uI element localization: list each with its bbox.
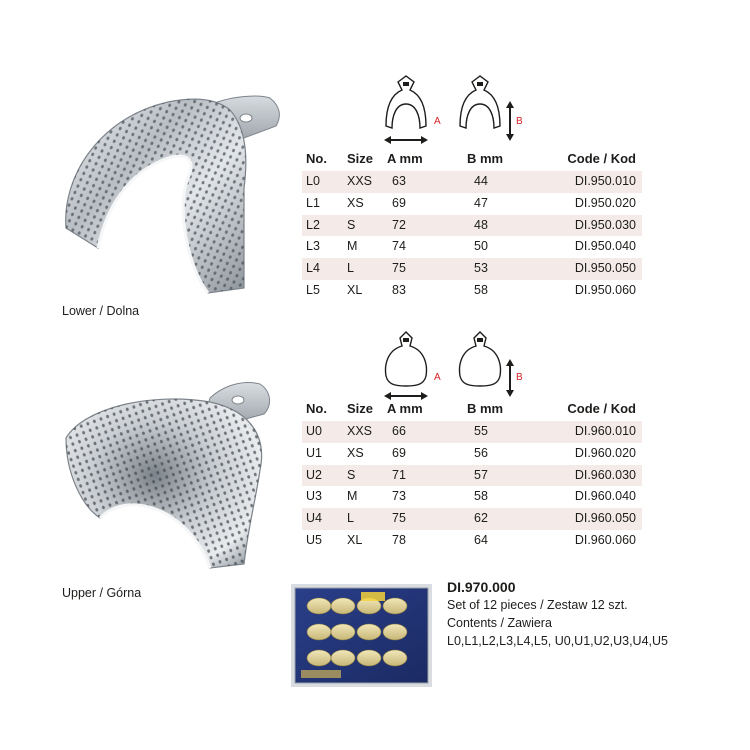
cell-size: XL — [347, 282, 363, 297]
table-row — [302, 280, 642, 302]
cell-a: 74 — [392, 239, 406, 254]
cell-no: U2 — [306, 467, 322, 482]
cell-size: XS — [347, 195, 364, 210]
cell-size: L — [347, 511, 354, 526]
lower-tray-caption: Lower / Dolna — [62, 304, 140, 318]
header-a-mm: A mm — [387, 401, 423, 416]
cell-b: 62 — [474, 511, 488, 526]
cell-a: 72 — [392, 217, 406, 232]
upper-size-table — [302, 397, 642, 552]
cell-no: L2 — [306, 217, 320, 232]
cell-no: U5 — [306, 532, 322, 547]
cell-code: DI.960.020 — [574, 445, 636, 460]
cell-no: U4 — [306, 511, 322, 526]
cell-no: U0 — [306, 424, 322, 438]
table-row — [302, 236, 642, 258]
cell-a: 63 — [392, 174, 406, 188]
cell-code: DI.950.010 — [574, 174, 636, 188]
cell-size: XXS — [347, 424, 373, 438]
cell-size: XS — [347, 445, 364, 460]
cell-code: DI.960.060 — [574, 532, 636, 547]
cell-no: U3 — [306, 489, 322, 504]
table-row — [302, 443, 642, 465]
cell-code: DI.950.040 — [574, 239, 636, 254]
header-size: Size — [347, 151, 374, 166]
header-size: Size — [347, 401, 374, 416]
cell-a: 69 — [392, 445, 406, 460]
header-no: No. — [306, 151, 327, 166]
header-b-mm: B mm — [467, 401, 504, 416]
cell-size: L — [347, 261, 354, 276]
cell-b: 48 — [474, 217, 488, 232]
upper-label-a: A — [434, 372, 441, 383]
cell-a: 66 — [392, 424, 406, 438]
cell-size: M — [347, 489, 358, 504]
table-row — [302, 421, 642, 443]
table-row — [302, 193, 642, 215]
cell-size: XL — [347, 532, 363, 547]
cell-b: 56 — [474, 445, 488, 460]
table-row — [302, 486, 642, 508]
table-row — [302, 508, 642, 530]
lower-table-header — [302, 147, 642, 171]
cell-a: 75 — [392, 261, 406, 276]
cell-code: DI.950.020 — [574, 195, 636, 210]
cell-b: 55 — [474, 424, 488, 438]
cell-size: S — [347, 467, 356, 482]
cell-code: DI.960.040 — [574, 489, 636, 504]
table-row — [302, 171, 642, 193]
set-description: Set of 12 pieces / Zestaw 12 szt. — [447, 598, 628, 612]
cell-b: 64 — [474, 532, 488, 547]
cell-b: 58 — [474, 489, 488, 504]
cell-code: DI.950.050 — [574, 261, 636, 276]
lower-size-table — [302, 147, 642, 302]
cell-size: S — [347, 217, 356, 232]
header-no: No. — [306, 401, 327, 416]
cell-no: L0 — [306, 174, 320, 188]
lower-label-b: B — [516, 116, 523, 127]
cell-no: L3 — [306, 239, 320, 254]
cell-b: 53 — [474, 261, 488, 276]
cell-size: M — [347, 239, 358, 254]
lower-tray-image — [58, 88, 288, 298]
cell-a: 83 — [392, 282, 406, 297]
cell-b: 58 — [474, 282, 488, 297]
cell-code: DI.950.060 — [574, 282, 636, 297]
cell-size: XXS — [347, 174, 373, 188]
cell-b: 50 — [474, 239, 488, 254]
header-code: Code / Kod — [567, 151, 636, 166]
cell-a: 78 — [392, 532, 406, 547]
set-info — [447, 578, 668, 650]
cell-code: DI.960.050 — [574, 511, 636, 526]
lower-dimension-a-diagram — [382, 74, 452, 150]
upper-table-header — [302, 397, 642, 421]
header-code: Code / Kod — [567, 401, 636, 416]
cell-code: DI.960.010 — [574, 424, 636, 438]
cell-no: L1 — [306, 195, 320, 210]
set-contents-label: Contents / Zawiera — [447, 616, 552, 630]
table-row — [302, 215, 642, 237]
cell-a: 73 — [392, 489, 406, 504]
cell-code: DI.950.030 — [574, 217, 636, 232]
lower-label-a: A — [434, 116, 441, 127]
table-row — [302, 465, 642, 487]
lower-dimension-b-diagram — [456, 74, 526, 150]
cell-no: L4 — [306, 261, 320, 276]
cell-no: U1 — [306, 445, 322, 460]
cell-b: 47 — [474, 195, 488, 210]
upper-label-b: B — [516, 372, 523, 383]
upper-dimension-b-diagram — [456, 330, 526, 406]
header-b-mm: B mm — [467, 151, 504, 166]
cell-code: DI.960.030 — [574, 467, 636, 482]
cell-a: 75 — [392, 511, 406, 526]
upper-tray-image — [60, 378, 280, 578]
cell-no: L5 — [306, 282, 320, 297]
cell-a: 71 — [392, 467, 406, 482]
upper-tray-caption: Upper / Górna — [62, 586, 142, 600]
cell-b: 57 — [474, 467, 488, 482]
cell-b: 44 — [474, 174, 488, 188]
tray-set-photo — [291, 584, 432, 687]
upper-dimension-a-diagram — [382, 330, 452, 406]
header-a-mm: A mm — [387, 151, 423, 166]
cell-a: 69 — [392, 195, 406, 210]
table-row — [302, 530, 642, 552]
set-contents: L0,L1,L2,L3,L4,L5, U0,U1,U2,U3,U4,U5 — [447, 634, 668, 648]
set-code: DI.970.000 — [447, 579, 516, 595]
table-row — [302, 258, 642, 280]
